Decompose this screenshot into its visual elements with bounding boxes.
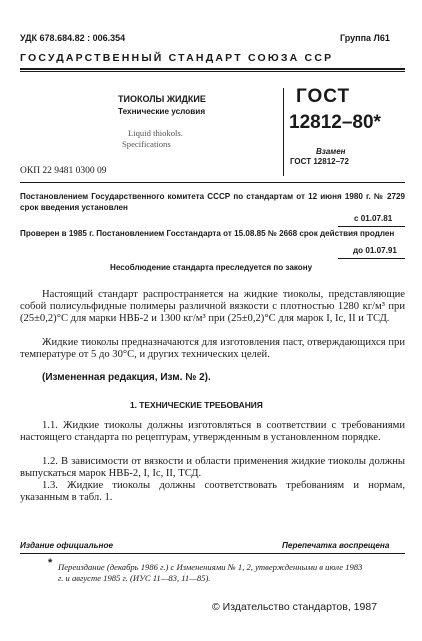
section-heading: 1. ТЕХНИЧЕСКИЕ ТРЕБОВАНИЯ [130,400,263,410]
intro-paragraph-1: Настоящий стандарт распространяется на жидкие тиоколы, представляющие собой полисульфидные полимеры различной вязкости с плотностью 1280 кг/м³ при (25±0,2)°С для марки НВБ-2 и 1300 кг/м³ при (25±0,2)°С для марок I, Iс, II и ТСД. [20,289,405,324]
check-date-underline [338,258,405,259]
decree-text: Постановлением Государственного комитета СССР по стандартам от 12 июня 1980 г. № 2729 срок введения установлен [20,192,405,212]
replaces-value: ГОСТ 12812–72 [290,157,349,166]
copyright: © Издательство стандартов, 1987 [212,601,378,613]
doc-title-en-2: Specifications [122,139,171,149]
decree-date-underline [338,226,405,227]
title-block-rule [20,182,405,183]
reprint-prohibited: Перепечатка воспрещена [282,541,390,550]
clause-1-3: 1.3. Жидкие тиоколы должны соответствовать требованиям и нормам, указанным в табл. 1. [20,480,405,503]
standard-title: ГОСУДАРСТВЕННЫЙ СТАНДАРТ СОЮЗА ССР [20,52,334,64]
title-divider [283,88,284,176]
header-rule [20,68,405,70]
group-code: Группа Л61 [340,33,390,43]
official-edition: Издание официальное [20,541,113,550]
udk-code: УДК 678.684.82 : 006.354 [20,33,126,43]
clause-1-1: 1.1. Жидкие тиоколы должны изготовляться в соответствии с требованиями настоящего стандарта по рецептурам, утвержденным в установленном порядке. [20,420,405,443]
intro-paragraph-2: Жидкие тиоколы предназначаются для изготовления паст, отверждающихся при температуре от 5 до 30°С, и других технических целей. [20,337,405,360]
gost-label: ГОСТ [296,86,351,107]
footer-rule [20,553,405,554]
doc-title-en-1: Liquid thiokols. [128,128,183,138]
doc-title: ТИОКОЛЫ ЖИДКИЕ [118,94,206,104]
check-text: Проверен в 1985 г. Постановлением Госстандарта от 15.08.85 № 2668 срок действия продлен [20,229,395,238]
footnote-marker: * [48,557,53,569]
reissue-note: Переиздание (декабрь 1986 г.) с Изменениями № 1, 2, утвержденными в июле 1983 г. и августе 1985 г. (ИУС 11—83, 11—85). [58,562,363,583]
law-warning: Несоблюдение стандарта преследуется по закону [110,263,313,272]
gost-number: 12812–80* [289,112,381,133]
check-date: до 01.07.91 [353,246,397,255]
header-rule-2 [20,71,405,72]
okp-code: ОКП 22 9481 0300 09 [20,166,107,176]
doc-subtitle: Технические условия [118,107,206,116]
clause-1-2: 1.2. В зависимости от вязкости и области применения жидкие тиоколы должны выпускаться марок НВБ-2, I, Iс, II, ТСД. [20,456,405,479]
replaces-label: Взамен [316,147,346,156]
decree-date: с 01.07.81 [354,214,393,223]
amendment-note: (Измененная редакция, Изм. № 2). [42,372,211,383]
